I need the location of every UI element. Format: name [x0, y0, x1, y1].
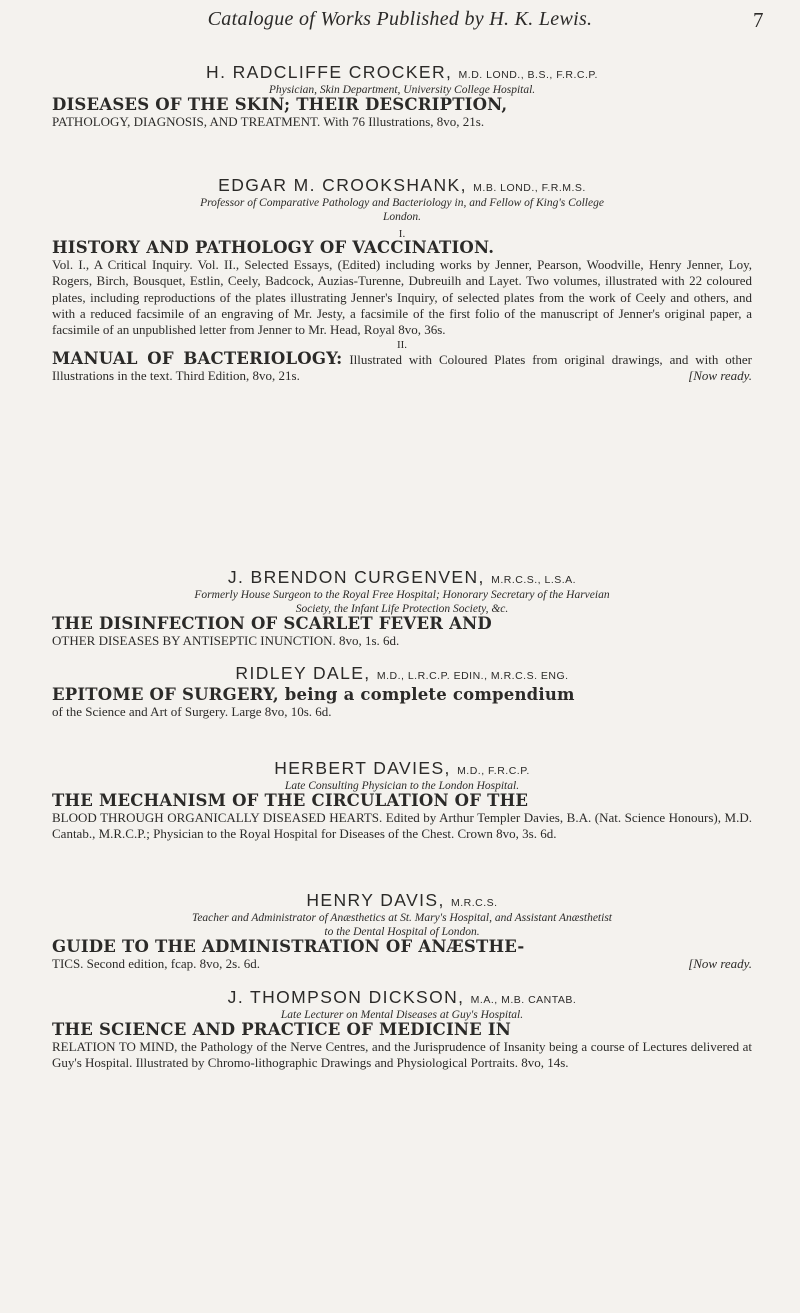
book-title: DISEASES OF THE SKIN; THEIR DESCRIPTION, [52, 95, 508, 114]
catalogue-entry [52, 567, 752, 649]
entry-body: PATHOLOGY, DIAGNOSIS, AND TREATMENT. With 76 Illustrations, 8vo, 21s. [52, 114, 485, 130]
author-degrees: M.R.C.S. [451, 897, 498, 909]
author-heading [52, 758, 752, 779]
author-affiliation: Late Lecturer on Mental Diseases at Guy's Hospital. [280, 1009, 524, 1021]
author-name: RIDLEY DALE, [235, 663, 371, 683]
entry-text [52, 616, 752, 649]
author-degrees: M.D. LOND., B.S., F.R.C.P. [458, 69, 598, 81]
author-name: J. BRENDON CURGENVEN, [227, 567, 485, 587]
volume-numeral: II. [396, 339, 408, 352]
author-name: J. THOMPSON DICKSON, [227, 987, 465, 1007]
volume-numeral: I. [398, 228, 406, 240]
catalogue-entry [52, 175, 752, 385]
author-heading [52, 62, 752, 83]
entry-text [52, 793, 752, 843]
author-degrees: M.B. LOND., F.R.M.S. [473, 182, 586, 194]
entry-body: TICS. Second edition, fcap. 8vo, 2s. 6d. [52, 956, 260, 972]
book-title: HISTORY AND PATHOLOGY OF VACCINATION. [52, 238, 495, 257]
author-name: HERBERT DAVIES, [274, 758, 451, 778]
entry-text [52, 97, 752, 130]
entry-body: Vol. I., A Critical Inquiry. Vol. II., Selected Essays, (Edited) including works by Jenner, Pearson, Woodville, Henry Jenner, Loy, Rogers, Birch, Bousquet, Estlin, Ceely, Badcock, Auzias-Turenne, Dubreuilh and Layet. Two volumes, illustrated with 22 coloured plates, including reproductions of the plates illustrating Jenner's Inquiry, of selected plates from the work of Ceely and others, and with a reduced facsimile of an engraving of Mr. Jesty, a facsimile of the first folio of the manuscript of Jenner's original paper, a facsimile of an unpublished letter from Jenner to Mr. Head, Royal 8vo, 36s. [52, 257, 752, 338]
entry-text [52, 240, 752, 338]
author-heading [52, 890, 752, 911]
author-heading [52, 663, 752, 684]
author-affiliation: Teacher and Administrator of Anæsthetics at St. Mary's Hospital, and Assistant Anæsthetist [191, 912, 612, 924]
entry-text [52, 687, 752, 720]
book-title: EPITOME OF SURGERY, being a complete compendium [52, 685, 575, 704]
entry-body: of the Science and Art of Surgery. Large 8vo, 10s. 6d. [52, 704, 332, 720]
author-degrees: M.D., L.R.C.P. EDIN., M.R.C.S. ENG. [376, 670, 569, 682]
publication-status: [Now ready. [688, 956, 752, 972]
entry-text [52, 351, 752, 384]
entry-body: OTHER DISEASES BY ANTISEPTIC INUNCTION. 8vo, 1s. 6d. [52, 633, 400, 649]
author-degrees: M.D., F.R.C.P. [457, 765, 530, 777]
author-degrees: M.A., M.B. CANTAB. [470, 994, 577, 1006]
running-head [0, 8, 800, 31]
page-number: 7 [753, 8, 764, 32]
author-affiliation-cont: Society, the Infant Life Protection Society, &c. [295, 603, 509, 615]
entry-text [52, 939, 752, 972]
entry-body: RELATION TO MIND, the Pathology of the Nerve Centres, and the Jurisprudence of Insanity being a course of Lectures delivered at Guy's Hospital. Illustrated by Chromo-lithographic Drawings and Physiological Portraits. 8vo, 14s. [52, 1039, 752, 1071]
author-heading [52, 987, 752, 1008]
catalogue-entry [52, 987, 752, 1072]
author-name: H. RADCLIFFE CROCKER, [206, 62, 453, 82]
author-affiliation-cont: London. [382, 211, 422, 223]
running-head-text: Catalogue of Works Published by H. K. Lewis. [207, 8, 593, 30]
catalogue-entry [52, 663, 752, 720]
book-title: MANUAL OF BACTERIOLOGY: [52, 349, 343, 369]
catalogue-entry [52, 890, 752, 972]
catalogue-entry [52, 62, 752, 130]
catalogue-entry [52, 758, 752, 843]
book-title: THE DISINFECTION OF SCARLET FEVER AND [52, 614, 492, 633]
book-title: GUIDE TO THE ADMINISTRATION OF ANÆSTHE- [52, 937, 525, 956]
author-affiliation: Formerly House Surgeon to the Royal Free Hospital; Honorary Secretary of the Harveian [194, 589, 610, 601]
author-heading [52, 567, 752, 588]
author-affiliation-cont: to the Dental Hospital of London. [324, 926, 480, 938]
entry-body: BLOOD THROUGH ORGANICALLY DISEASED HEARTS. Edited by Arthur Templer Davies, B.A. (Nat. Science Honours), M.D. Cantab., M.R.C.P.; Physician to the Royal Hospital for Diseases of the Chest. Crown 8vo, 3s. 6d. [52, 810, 752, 842]
author-affiliation: Physician, Skin Department, University College Hospital. [268, 84, 536, 96]
author-name: EDGAR M. CROOKSHANK, [218, 175, 467, 195]
publication-status: [Now ready. [688, 368, 752, 384]
author-affiliation: Professor of Comparative Pathology and Bacteriology in, and Fellow of King's College [200, 197, 604, 209]
author-degrees: M.R.C.S., L.S.A. [491, 574, 577, 586]
book-title: THE SCIENCE AND PRACTICE OF MEDICINE IN [52, 1020, 512, 1039]
author-affiliation: Late Consulting Physician to the London Hospital. [284, 780, 520, 792]
entry-text [52, 1022, 752, 1072]
author-heading [52, 175, 752, 196]
author-name: HENRY DAVIS, [306, 890, 445, 910]
entry-body: Illustrated with Coloured Plates from original drawings, and with other Illustrations in the text. Third Edition, 8vo, 21s. [52, 352, 753, 384]
book-title: THE MECHANISM OF THE CIRCULATION OF THE [52, 791, 529, 810]
